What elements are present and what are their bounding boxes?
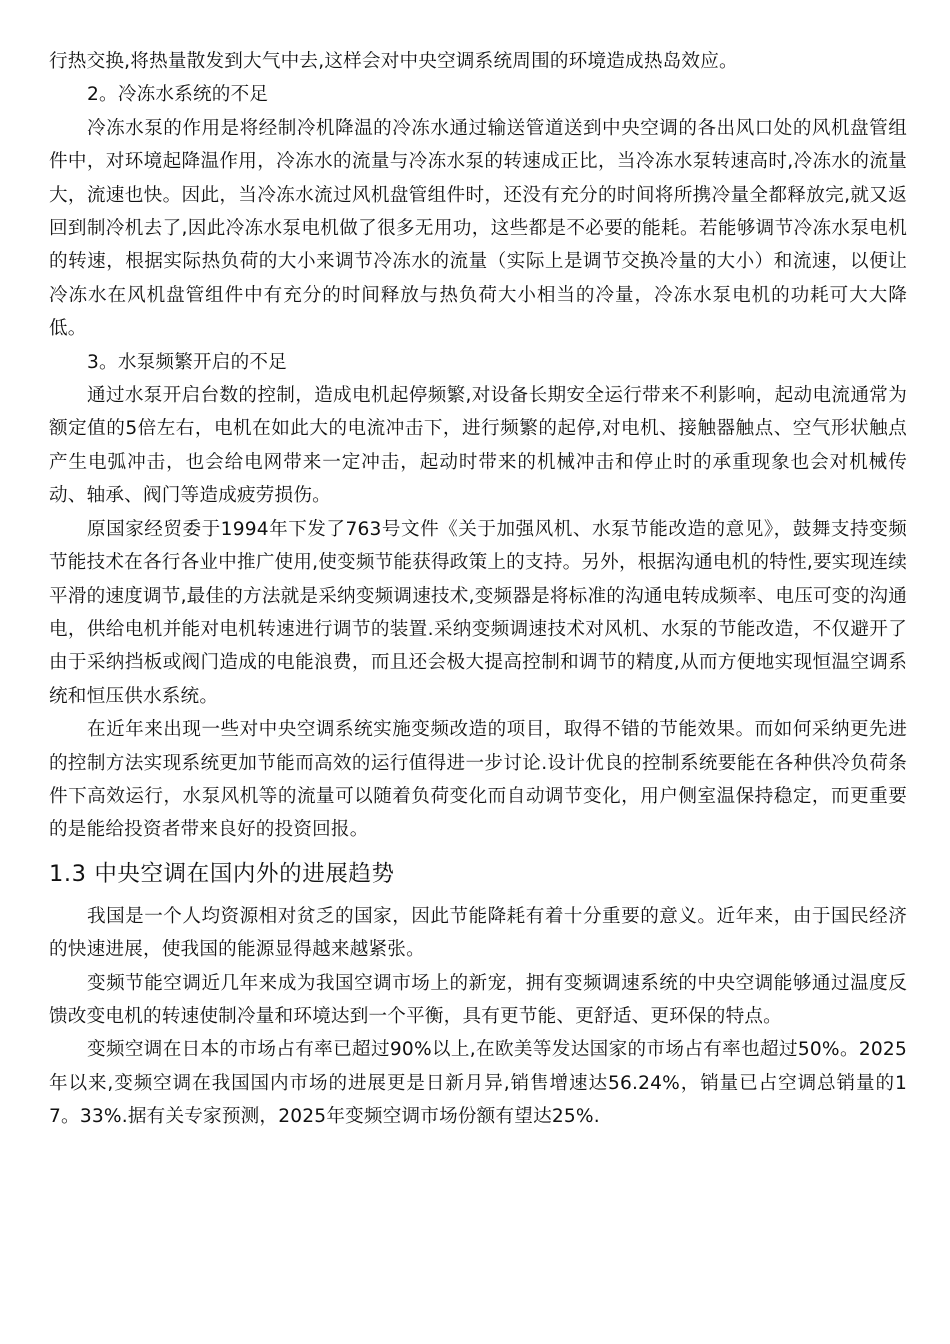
paragraph-continuation: 行热交换,将热量散发到大气中去,这样会对中央空调系统周围的环境造成热岛效应。 bbox=[49, 51, 738, 72]
paragraph-policy-vfd: 原国家经贸委于1994年下发了763号文件《关于加强风机、水泵节能改造的意见》，鼓舞支持变频节能技术在各行各业中推广使用,使变频节能获得政策上的支持。另外，根据沟通电机的特性,要实现连续平滑的速度调节,最佳的方法就是采纳变频调速技术,变频器是将标准的沟通电转成频率、电压可变的沟通电，供给电机并能对电机转速进行调节的装置.采纳变频调速技术对风机、水泵的节能改造，不仅避开了由于采纳挡板或阀门造成的电能浪费，而且还会极大提高控制和调节的精度,从而方便地实现恒温空调系统和恒压供水系统。 bbox=[49, 518, 907, 707]
paragraph-recent-projects: 在近年来出现一些对中央空调系统实施变频改造的项目，取得不错的节能效果。而如何采纳更先进的控制方法实现系统更加节能而高效的运行值得进一步讨论.设计优良的控制系统要能在各种供冷负荷条件下高效运行，水泵风机等的流量可以随着负荷变化而自动调节变化，用户侧室温保持稳定，而更重要的是能给投资者带来良好的投资回报。 bbox=[49, 719, 907, 841]
paragraph-vfd-ac-market: 变频节能空调近几年来成为我国空调市场上的新宠，拥有变频调速系统的中央空调能够通过温度反馈改变电机的转速使制冷量和环境达到一个平衡，具有更节能、更舒适、更环保的特点。 bbox=[49, 972, 907, 1027]
paragraph-chilled-water-pump: 冷冻水泵的作用是将经制冷机降温的冷冻水通过输送管道送到中央空调的各出风口处的风机盘管组件中，对环境起降温作用，冷冻水的流量与冷冻水泵的转速成正比，当冷冻水泵转速高时,冷冻水的流量大，流速也快。因此，当冷冻水流过风机盘管组件时，还没有充分的时间将所携冷量全都释放完,就又返回到制冷机去了,因此冷冻水泵电机做了很多无用功，这些都是不必要的能耗。若能够调节冷冻水泵电机的转速，根据实际热负荷的大小来调节冷冻水的流量（实际上是调节交换冷量的大小）和流速，以便让冷冻水在风机盘管组件中有充分的时间释放与热负荷大小相当的冷量，冷冻水泵电机的功耗可大大降低。 bbox=[49, 117, 907, 340]
subheading-pump-frequent-start: 3。水泵频繁开启的不足 bbox=[87, 351, 287, 373]
section-heading: 1.3 中央空调在国内外的进展趋势 bbox=[49, 860, 395, 887]
document-body bbox=[49, 45, 907, 1134]
paragraph-pump-start-stop: 通过水泵开启台数的控制，造成电机起停频繁,对设备长期安全运行带来不利影响，起动电流通常为额定值的5倍左右，电机在如此大的电流冲击下，进行频繁的起停,对电机、接触器触点、空气形状触点产生电弧冲击，也会给电网带来一定冲击，起动时带来的机械冲击和停止时的承重现象也会对机械传动、轴承、阀门等造成疲劳损伤。 bbox=[49, 385, 907, 507]
subheading-chilled-water-shortcomings: 2。冷冻水系统的不足 bbox=[87, 84, 269, 106]
paragraph-national-energy: 我国是一个人均资源相对贫乏的国家，因此节能降耗有着十分重要的意义。近年来，由于国民经济的快速进展，使我国的能源显得越来越紧张。 bbox=[49, 905, 907, 961]
paragraph-market-share: 变频空调在日本的市场占有率已超过90%以上,在欧美等发达国家的市场占有率也超过50%。2025年以来,变频空调在我国国内市场的进展更是日新月异,销售增速达56.24%，销量已占空调总销量的17。33%.据有关专家预测，2025年变频空调市场份额有望达25%. bbox=[49, 1039, 907, 1128]
